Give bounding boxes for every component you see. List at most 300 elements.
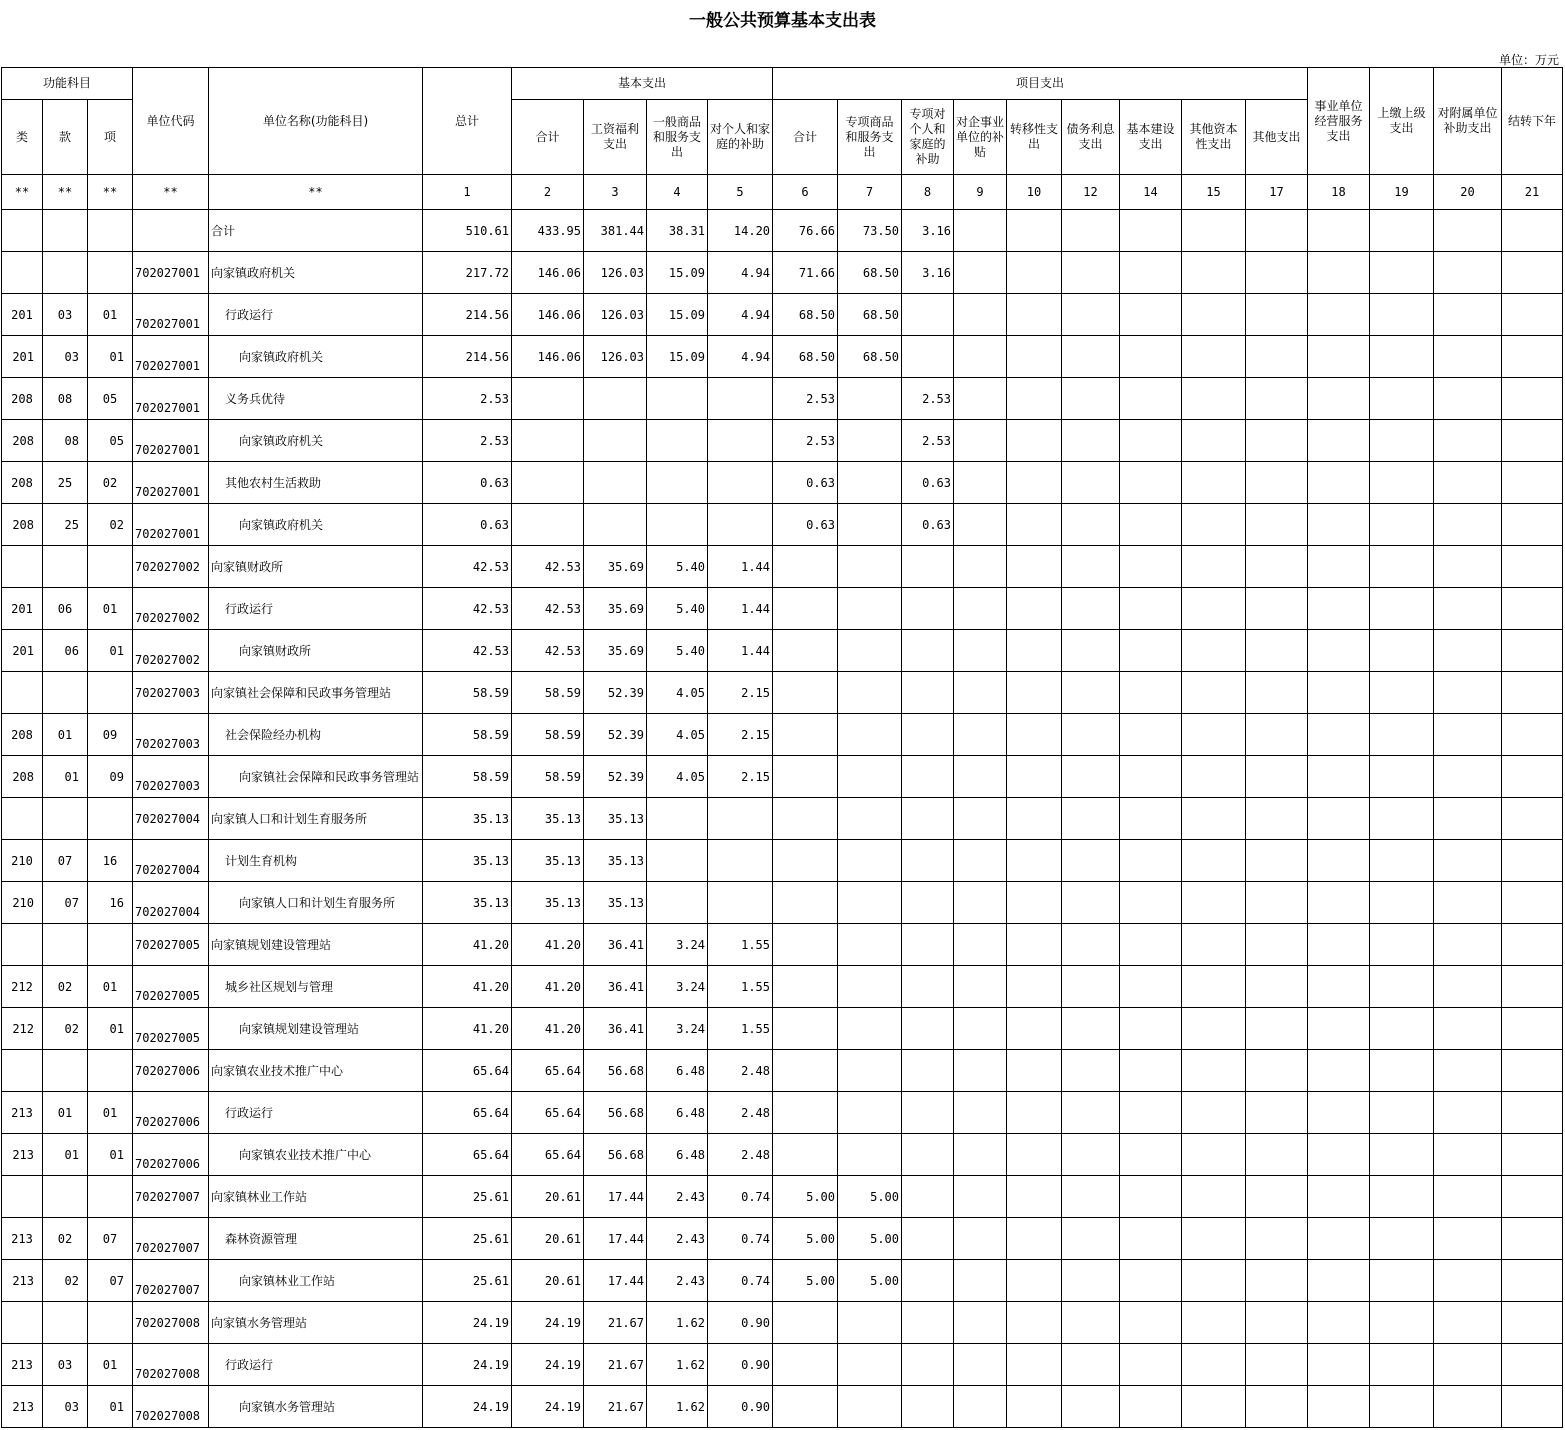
empty-cell <box>1062 714 1120 756</box>
project-goods-cell <box>838 672 902 714</box>
project-indiv-cell <box>902 840 954 882</box>
empty-cell <box>1062 210 1120 252</box>
index-cell: 10 <box>1007 175 1062 210</box>
empty-cell <box>1434 210 1502 252</box>
lei-cell: 213 <box>2 1344 43 1386</box>
basic-sum-cell: 20.61 <box>512 1218 584 1260</box>
table-row <box>2 210 1563 252</box>
basic-wage-cell: 56.68 <box>584 1092 647 1134</box>
empty-cell <box>1434 546 1502 588</box>
basic-indiv-cell: 2.48 <box>708 1050 773 1092</box>
unit-name-cell: 城乡社区规划与管理 <box>209 966 423 1008</box>
project-sum-cell <box>773 1134 838 1176</box>
project-indiv-cell <box>902 1176 954 1218</box>
empty-cell <box>1062 1218 1120 1260</box>
project-indiv-cell <box>902 1050 954 1092</box>
empty-cell <box>954 378 1007 420</box>
basic-indiv-cell: 0.74 <box>708 1260 773 1302</box>
empty-cell <box>1370 462 1434 504</box>
project-sum-cell: 5.00 <box>773 1260 838 1302</box>
empty-cell <box>1246 378 1308 420</box>
empty-cell <box>1308 1176 1370 1218</box>
header-basic-sum: 合计 <box>512 100 584 175</box>
index-cell: 7 <box>838 175 902 210</box>
basic-wage-cell: 36.41 <box>584 1008 647 1050</box>
empty-cell <box>1434 756 1502 798</box>
basic-goods-cell: 38.31 <box>647 210 708 252</box>
empty-cell <box>1007 252 1062 294</box>
basic-wage-cell: 56.68 <box>584 1134 647 1176</box>
empty-cell <box>1370 840 1434 882</box>
kuan-cell: 08 <box>43 378 88 420</box>
xiang-cell: 16 <box>88 882 133 924</box>
empty-cell <box>1434 420 1502 462</box>
basic-indiv-cell: 4.94 <box>708 294 773 336</box>
index-cell: 3 <box>584 175 647 210</box>
empty-cell <box>1502 462 1563 504</box>
empty-cell <box>1120 1260 1182 1302</box>
empty-cell <box>1308 1092 1370 1134</box>
empty-cell <box>1062 672 1120 714</box>
empty-cell <box>1120 1134 1182 1176</box>
table-row <box>2 462 1563 504</box>
empty-cell <box>1062 1008 1120 1050</box>
unit-code-cell: 702027006 <box>133 1134 209 1176</box>
unit-name-cell: 向家镇规划建设管理站 <box>209 1008 423 1050</box>
empty-cell <box>1370 966 1434 1008</box>
basic-indiv-cell: 0.90 <box>708 1344 773 1386</box>
kuan-cell: 03 <box>43 1344 88 1386</box>
project-goods-cell <box>838 840 902 882</box>
project-sum-cell <box>773 1386 838 1428</box>
total-cell: 0.63 <box>423 462 512 504</box>
empty-cell <box>1062 1302 1120 1344</box>
index-cell: 5 <box>708 175 773 210</box>
project-goods-cell: 68.50 <box>838 336 902 378</box>
basic-wage-cell <box>584 462 647 504</box>
unit-name-cell: 计划生育机构 <box>209 840 423 882</box>
empty-cell <box>1434 1050 1502 1092</box>
table-row <box>2 1218 1563 1260</box>
basic-sum-cell: 146.06 <box>512 252 584 294</box>
basic-sum-cell: 41.20 <box>512 924 584 966</box>
lei-cell <box>2 252 43 294</box>
unit-name-cell: 向家镇社会保障和民政事务管理站 <box>209 756 423 798</box>
empty-cell <box>1502 252 1563 294</box>
unit-code-cell: 702027003 <box>133 714 209 756</box>
empty-cell <box>1308 882 1370 924</box>
table-row <box>2 798 1563 840</box>
empty-cell <box>1502 546 1563 588</box>
xiang-cell: 09 <box>88 714 133 756</box>
index-cell: 2 <box>512 175 584 210</box>
empty-cell <box>1182 966 1246 1008</box>
empty-cell <box>1502 1050 1563 1092</box>
header-total: 总计 <box>423 68 512 175</box>
project-goods-cell <box>838 420 902 462</box>
basic-indiv-cell: 1.55 <box>708 966 773 1008</box>
empty-cell <box>1434 588 1502 630</box>
index-cell: ** <box>2 175 43 210</box>
total-cell: 25.61 <box>423 1176 512 1218</box>
basic-wage-cell <box>584 378 647 420</box>
empty-cell <box>1434 1260 1502 1302</box>
project-indiv-cell <box>902 336 954 378</box>
project-goods-cell: 5.00 <box>838 1218 902 1260</box>
basic-wage-cell: 126.03 <box>584 294 647 336</box>
basic-sum-cell: 65.64 <box>512 1134 584 1176</box>
index-cell: 1 <box>423 175 512 210</box>
xiang-cell: 01 <box>88 1386 133 1428</box>
unit-code-cell <box>133 210 209 252</box>
basic-sum-cell: 58.59 <box>512 756 584 798</box>
project-indiv-cell <box>902 1386 954 1428</box>
project-indiv-cell <box>902 588 954 630</box>
project-sum-cell: 2.53 <box>773 420 838 462</box>
empty-cell <box>1502 378 1563 420</box>
index-cell: 18 <box>1308 175 1370 210</box>
empty-cell <box>1007 294 1062 336</box>
unit-label: 单位：万元 <box>1498 53 1559 67</box>
basic-wage-cell: 17.44 <box>584 1218 647 1260</box>
xiang-cell: 01 <box>88 1134 133 1176</box>
empty-cell <box>1007 1092 1062 1134</box>
unit-code-cell: 702027002 <box>133 546 209 588</box>
table-row <box>2 378 1563 420</box>
empty-cell <box>1308 420 1370 462</box>
empty-cell <box>1434 378 1502 420</box>
basic-sum-cell: 24.19 <box>512 1302 584 1344</box>
basic-indiv-cell: 1.44 <box>708 588 773 630</box>
empty-cell <box>1007 588 1062 630</box>
empty-cell <box>1007 924 1062 966</box>
project-indiv-cell <box>902 882 954 924</box>
unit-code-cell: 702027003 <box>133 756 209 798</box>
empty-cell <box>1120 1302 1182 1344</box>
project-goods-cell <box>838 882 902 924</box>
empty-cell <box>954 966 1007 1008</box>
empty-cell <box>1502 1008 1563 1050</box>
unit-name-cell: 行政运行 <box>209 1344 423 1386</box>
empty-cell <box>1007 1260 1062 1302</box>
empty-cell <box>1246 1134 1308 1176</box>
empty-cell <box>1434 504 1502 546</box>
table-row <box>2 420 1563 462</box>
empty-cell <box>1370 1344 1434 1386</box>
xiang-cell: 02 <box>88 504 133 546</box>
kuan-cell: 02 <box>43 1008 88 1050</box>
empty-cell <box>954 1134 1007 1176</box>
header-project-debt: 债务利息支出 <box>1062 100 1120 175</box>
total-cell: 35.13 <box>423 840 512 882</box>
kuan-cell <box>43 672 88 714</box>
basic-sum-cell: 58.59 <box>512 714 584 756</box>
lei-cell <box>2 1176 43 1218</box>
basic-indiv-cell <box>708 504 773 546</box>
lei-cell: 212 <box>2 966 43 1008</box>
empty-cell <box>1370 504 1434 546</box>
empty-cell <box>954 1302 1007 1344</box>
xiang-cell: 01 <box>88 1092 133 1134</box>
empty-cell <box>1308 1302 1370 1344</box>
empty-cell <box>1246 1344 1308 1386</box>
total-cell: 58.59 <box>423 672 512 714</box>
basic-goods-cell: 6.48 <box>647 1050 708 1092</box>
empty-cell <box>1120 1092 1182 1134</box>
header-project-goods: 专项商品和服务支出 <box>838 100 902 175</box>
project-sum-cell <box>773 546 838 588</box>
project-indiv-cell <box>902 1260 954 1302</box>
basic-wage-cell: 36.41 <box>584 924 647 966</box>
empty-cell <box>954 336 1007 378</box>
empty-cell <box>1434 882 1502 924</box>
basic-sum-cell: 433.95 <box>512 210 584 252</box>
total-cell: 214.56 <box>423 336 512 378</box>
lei-cell: 213 <box>2 1134 43 1176</box>
project-indiv-cell: 2.53 <box>902 378 954 420</box>
unit-code-cell: 702027001 <box>133 378 209 420</box>
project-indiv-cell: 2.53 <box>902 420 954 462</box>
empty-cell <box>1308 1134 1370 1176</box>
basic-sum-cell: 20.61 <box>512 1260 584 1302</box>
basic-wage-cell: 17.44 <box>584 1260 647 1302</box>
xiang-cell: 01 <box>88 1344 133 1386</box>
empty-cell <box>1182 798 1246 840</box>
lei-cell <box>2 798 43 840</box>
total-cell: 35.13 <box>423 798 512 840</box>
project-sum-cell: 68.50 <box>773 294 838 336</box>
basic-goods-cell <box>647 840 708 882</box>
empty-cell <box>1434 1176 1502 1218</box>
empty-cell <box>1120 1344 1182 1386</box>
total-cell: 42.53 <box>423 630 512 672</box>
empty-cell <box>1308 630 1370 672</box>
table-row <box>2 756 1563 798</box>
empty-cell <box>954 714 1007 756</box>
empty-cell <box>1502 294 1563 336</box>
unit-name-cell: 向家镇农业技术推广中心 <box>209 1134 423 1176</box>
total-cell: 65.64 <box>423 1050 512 1092</box>
total-cell: 25.61 <box>423 1260 512 1302</box>
empty-cell <box>1246 1008 1308 1050</box>
unit-code-cell: 702027001 <box>133 336 209 378</box>
project-indiv-cell <box>902 294 954 336</box>
basic-wage-cell: 35.13 <box>584 840 647 882</box>
empty-cell <box>1434 840 1502 882</box>
project-sum-cell <box>773 840 838 882</box>
basic-wage-cell: 17.44 <box>584 1176 647 1218</box>
empty-cell <box>1308 336 1370 378</box>
project-goods-cell <box>838 798 902 840</box>
empty-cell <box>1434 1134 1502 1176</box>
project-indiv-cell <box>902 1218 954 1260</box>
table-row <box>2 252 1563 294</box>
basic-wage-cell: 52.39 <box>584 714 647 756</box>
empty-cell <box>1502 504 1563 546</box>
empty-cell <box>1120 420 1182 462</box>
empty-cell <box>1502 1302 1563 1344</box>
empty-cell <box>1120 294 1182 336</box>
basic-goods-cell: 15.09 <box>647 336 708 378</box>
empty-cell <box>1062 1260 1120 1302</box>
project-goods-cell <box>838 462 902 504</box>
basic-indiv-cell: 0.90 <box>708 1386 773 1428</box>
total-cell: 42.53 <box>423 588 512 630</box>
empty-cell <box>1370 1176 1434 1218</box>
unit-name-cell: 向家镇财政所 <box>209 630 423 672</box>
empty-cell <box>1062 798 1120 840</box>
lei-cell: 213 <box>2 1260 43 1302</box>
total-cell: 58.59 <box>423 714 512 756</box>
kuan-cell <box>43 1176 88 1218</box>
empty-cell <box>1246 630 1308 672</box>
basic-indiv-cell: 0.90 <box>708 1302 773 1344</box>
basic-indiv-cell <box>708 882 773 924</box>
table-row <box>2 924 1563 966</box>
empty-cell <box>1062 1092 1120 1134</box>
empty-cell <box>1502 672 1563 714</box>
empty-cell <box>1062 840 1120 882</box>
index-cell: 12 <box>1062 175 1120 210</box>
basic-sum-cell: 42.53 <box>512 546 584 588</box>
empty-cell <box>1502 588 1563 630</box>
basic-goods-cell: 4.05 <box>647 756 708 798</box>
empty-cell <box>1007 420 1062 462</box>
project-goods-cell <box>838 1344 902 1386</box>
total-cell: 217.72 <box>423 252 512 294</box>
unit-name-cell: 向家镇林业工作站 <box>209 1260 423 1302</box>
unit-name-cell: 向家镇政府机关 <box>209 504 423 546</box>
index-cell: 8 <box>902 175 954 210</box>
empty-cell <box>1182 1050 1246 1092</box>
unit-name-cell: 行政运行 <box>209 588 423 630</box>
empty-cell <box>1120 210 1182 252</box>
basic-indiv-cell: 0.74 <box>708 1176 773 1218</box>
table-row <box>2 588 1563 630</box>
empty-cell <box>1007 336 1062 378</box>
project-sum-cell: 76.66 <box>773 210 838 252</box>
empty-cell <box>1370 252 1434 294</box>
total-cell: 41.20 <box>423 1008 512 1050</box>
project-goods-cell: 73.50 <box>838 210 902 252</box>
empty-cell <box>1308 1260 1370 1302</box>
basic-goods-cell: 15.09 <box>647 294 708 336</box>
index-cell: ** <box>43 175 88 210</box>
header-project-capital: 其他资本性支出 <box>1182 100 1246 175</box>
header-basic: 基本支出 <box>512 68 773 100</box>
header-carry: 结转下年 <box>1502 68 1563 175</box>
empty-cell <box>1246 1260 1308 1302</box>
basic-goods-cell: 1.62 <box>647 1344 708 1386</box>
empty-cell <box>1182 1008 1246 1050</box>
basic-sum-cell: 146.06 <box>512 336 584 378</box>
project-goods-cell <box>838 1008 902 1050</box>
lei-cell: 210 <box>2 882 43 924</box>
basic-indiv-cell: 1.44 <box>708 546 773 588</box>
basic-goods-cell: 5.40 <box>647 546 708 588</box>
lei-cell: 213 <box>2 1218 43 1260</box>
empty-cell <box>1246 840 1308 882</box>
empty-cell <box>1182 1134 1246 1176</box>
unit-name-cell: 向家镇水务管理站 <box>209 1302 423 1344</box>
empty-cell <box>1308 1008 1370 1050</box>
header-lei: 类 <box>2 100 43 175</box>
xiang-cell <box>88 546 133 588</box>
empty-cell <box>1246 504 1308 546</box>
empty-cell <box>1062 630 1120 672</box>
project-goods-cell <box>838 756 902 798</box>
basic-sum-cell: 41.20 <box>512 966 584 1008</box>
unit-name-cell: 向家镇规划建设管理站 <box>209 924 423 966</box>
unit-name-cell: 向家镇人口和计划生育服务所 <box>209 882 423 924</box>
project-goods-cell <box>838 924 902 966</box>
header-kuan: 款 <box>43 100 88 175</box>
total-cell: 0.63 <box>423 504 512 546</box>
kuan-cell <box>43 252 88 294</box>
basic-wage-cell: 381.44 <box>584 210 647 252</box>
empty-cell <box>1246 588 1308 630</box>
empty-cell <box>1502 1176 1563 1218</box>
table-row <box>2 1092 1563 1134</box>
lei-cell: 201 <box>2 294 43 336</box>
total-cell: 41.20 <box>423 924 512 966</box>
empty-cell <box>1182 630 1246 672</box>
basic-goods-cell: 1.62 <box>647 1302 708 1344</box>
basic-indiv-cell: 2.48 <box>708 1134 773 1176</box>
empty-cell <box>1246 546 1308 588</box>
empty-cell <box>1062 588 1120 630</box>
unit-code-cell: 702027007 <box>133 1260 209 1302</box>
basic-sum-cell: 35.13 <box>512 840 584 882</box>
basic-sum-cell <box>512 504 584 546</box>
project-sum-cell <box>773 714 838 756</box>
table-row <box>2 966 1563 1008</box>
unit-code-cell: 702027001 <box>133 420 209 462</box>
empty-cell <box>1062 924 1120 966</box>
empty-cell <box>1434 1344 1502 1386</box>
empty-cell <box>954 210 1007 252</box>
empty-cell <box>1246 798 1308 840</box>
empty-cell <box>1308 294 1370 336</box>
table-row <box>2 714 1563 756</box>
empty-cell <box>1502 630 1563 672</box>
empty-cell <box>1182 672 1246 714</box>
unit-name-cell: 森林资源管理 <box>209 1218 423 1260</box>
empty-cell <box>1434 1008 1502 1050</box>
empty-cell <box>1502 882 1563 924</box>
basic-sum-cell: 58.59 <box>512 672 584 714</box>
xiang-cell: 07 <box>88 1260 133 1302</box>
project-sum-cell <box>773 924 838 966</box>
lei-cell: 208 <box>2 756 43 798</box>
unit-name-cell: 行政运行 <box>209 1092 423 1134</box>
kuan-cell: 02 <box>43 1218 88 1260</box>
basic-goods-cell: 15.09 <box>647 252 708 294</box>
empty-cell <box>1007 630 1062 672</box>
project-sum-cell <box>773 1008 838 1050</box>
lei-cell: 213 <box>2 1386 43 1428</box>
total-cell: 41.20 <box>423 966 512 1008</box>
basic-sum-cell: 20.61 <box>512 1176 584 1218</box>
basic-wage-cell: 52.39 <box>584 672 647 714</box>
empty-cell <box>1370 210 1434 252</box>
empty-cell <box>1120 378 1182 420</box>
basic-wage-cell: 21.67 <box>584 1386 647 1428</box>
empty-cell <box>1182 546 1246 588</box>
unit-code-cell: 702027008 <box>133 1302 209 1344</box>
empty-cell <box>1370 420 1434 462</box>
empty-cell <box>1502 1260 1563 1302</box>
